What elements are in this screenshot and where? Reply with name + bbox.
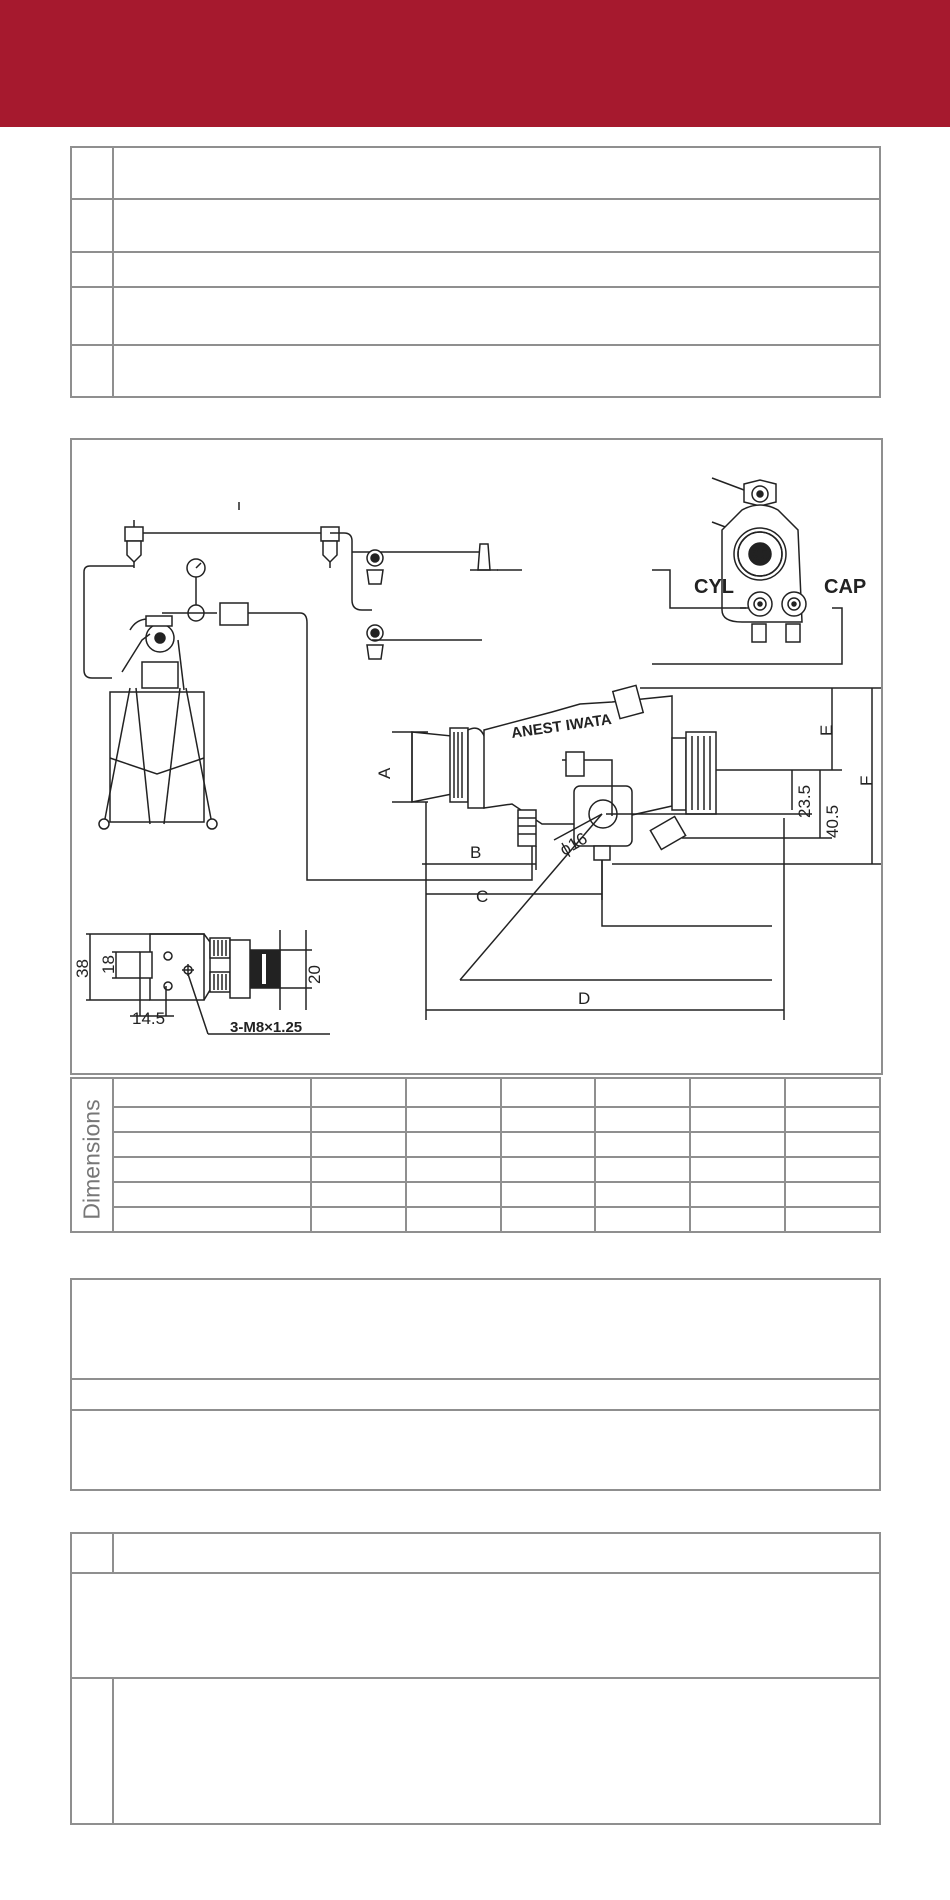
table-cell xyxy=(406,1107,501,1132)
notes-cell xyxy=(71,1410,880,1490)
table-cell xyxy=(501,1132,596,1157)
spec-row-value xyxy=(113,199,880,252)
table-cell xyxy=(406,1207,501,1232)
dim-value-38: 38 xyxy=(73,959,92,978)
table-cell xyxy=(311,1182,406,1207)
table-cell xyxy=(311,1207,406,1232)
table-cell xyxy=(113,1078,311,1107)
table-cell xyxy=(690,1107,785,1132)
table-cell xyxy=(785,1078,880,1107)
dim-value-18: 18 xyxy=(99,955,118,974)
table-cell xyxy=(501,1157,596,1182)
table-cell xyxy=(690,1182,785,1207)
cyl-label: CYL xyxy=(694,576,734,598)
spec-row-value xyxy=(113,252,880,287)
table-cell xyxy=(113,1132,311,1157)
table-cell xyxy=(113,1107,311,1132)
spec-row-value xyxy=(113,345,880,397)
table-cell xyxy=(311,1078,406,1107)
dim-label-b: B xyxy=(470,843,482,862)
table-cell xyxy=(406,1157,501,1182)
bottom-row-number xyxy=(71,1678,113,1824)
dimensions-heading: Dimensions xyxy=(78,1098,105,1220)
table-cell xyxy=(785,1132,880,1157)
table-cell xyxy=(113,1157,311,1182)
dim-value-23-5: 23.5 xyxy=(795,784,814,818)
notes-table xyxy=(70,1278,881,1491)
table-cell xyxy=(595,1182,690,1207)
table-cell xyxy=(501,1207,596,1232)
spec-row-value xyxy=(113,147,880,199)
table-cell xyxy=(595,1132,690,1157)
table-cell xyxy=(595,1078,690,1107)
table-cell xyxy=(595,1157,690,1182)
table-cell xyxy=(785,1157,880,1182)
notes-cell xyxy=(71,1379,880,1410)
table-cell xyxy=(785,1207,880,1232)
spec-row-number xyxy=(71,287,113,345)
spec-row-number xyxy=(71,345,113,397)
table-cell xyxy=(595,1207,690,1232)
piping-diagram xyxy=(84,502,532,880)
dim-label-a: A xyxy=(375,767,394,779)
table-cell xyxy=(785,1182,880,1207)
table-cell xyxy=(501,1182,596,1207)
table-cell xyxy=(113,1207,311,1232)
dim-value-20: 20 xyxy=(305,965,324,984)
cap-label: CAP xyxy=(824,576,867,598)
bottom-row-value xyxy=(113,1533,880,1573)
mounting-view xyxy=(73,930,330,1036)
dim-value-40-5: 40.5 xyxy=(823,804,842,838)
spec-table xyxy=(70,146,881,398)
table-cell xyxy=(311,1107,406,1132)
table-cell xyxy=(595,1107,690,1132)
bottom-row-wide xyxy=(71,1573,880,1678)
spec-row-number xyxy=(71,147,113,199)
dimensions-heading-cell xyxy=(71,1078,113,1232)
table-cell xyxy=(690,1157,785,1182)
bottom-row-number xyxy=(71,1533,113,1573)
bottom-row-value xyxy=(113,1678,880,1824)
technical-drawing xyxy=(70,438,883,1075)
dim-value-14-5: 14.5 xyxy=(132,1009,166,1028)
bottom-table xyxy=(70,1532,881,1825)
spec-row-number xyxy=(71,199,113,252)
dim-label-d: D xyxy=(578,989,591,1008)
anest-iwata-logo: ANEST IWATA xyxy=(510,711,613,742)
notes-cell xyxy=(71,1279,880,1379)
table-cell xyxy=(501,1078,596,1107)
spec-row-number xyxy=(71,252,113,287)
dim-value-phi16: ϕ16 xyxy=(556,828,591,860)
table-cell xyxy=(690,1132,785,1157)
table-cell xyxy=(311,1132,406,1157)
table-cell xyxy=(406,1132,501,1157)
port-detail xyxy=(652,478,866,664)
dim-label-c: C xyxy=(476,887,489,906)
table-cell xyxy=(406,1078,501,1107)
table-cell xyxy=(785,1107,880,1132)
table-cell xyxy=(406,1182,501,1207)
table-cell xyxy=(501,1107,596,1132)
spec-row-value xyxy=(113,287,880,345)
table-cell xyxy=(113,1182,311,1207)
table-cell xyxy=(690,1207,785,1232)
table-cell xyxy=(690,1078,785,1107)
thread-spec-label: 3-M8×1.25 xyxy=(230,1019,303,1036)
header-band xyxy=(0,0,950,127)
dim-label-f: F xyxy=(857,775,876,786)
dim-label-e: E xyxy=(817,724,836,736)
dimensions-table xyxy=(70,1077,881,1233)
table-cell xyxy=(311,1157,406,1182)
